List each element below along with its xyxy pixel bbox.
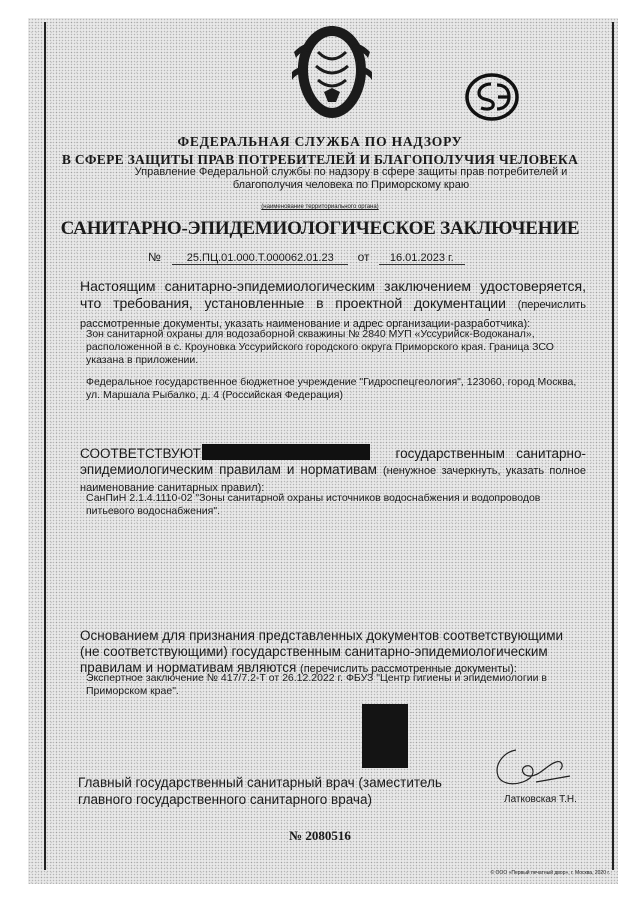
sanpin-text: СанПиН 2.1.4.1110-02 "Зоны санитарной охраны источников водоснабжения и водопроводов питьевого водоснабжения".: [86, 492, 541, 517]
serial-number: № 2080516: [289, 828, 351, 843]
printer-imprint: © ООО «Первый печатный двор», г. Москва, 2020 г.: [490, 870, 610, 876]
certificate-date: 16.01.2023 г.: [379, 252, 465, 265]
signatory-name: Латковская Т.Н.: [504, 794, 577, 805]
number-label: №: [148, 250, 161, 264]
redaction-bar: [202, 444, 370, 460]
agency-name-line1: ФЕДЕРАЛЬНАЯ СЛУЖБА ПО НАДЗОРУ: [177, 134, 463, 149]
number-line: [148, 250, 465, 265]
basis-note: (перечислить рассмотренные документы):: [300, 663, 517, 675]
se-logo-icon: [464, 72, 520, 122]
conformity-word: СООТВЕТСТВУЮТ: [80, 446, 201, 461]
emblem-icon: [284, 22, 380, 122]
expertise-text: Экспертное заключение № 417/7.2-Т от 26.12.2022 г. ФБУЗ "Центр гигиены и эпидемиологии в Приморском крае".: [86, 672, 547, 697]
document-title: САНИТАРНО-ЭПИДЕМИОЛОГИЧЕСКОЕ ЗАКЛЮЧЕНИЕ: [60, 218, 580, 239]
basis-paragraph: [80, 628, 586, 677]
signature-icon: [486, 742, 572, 792]
certificate-number: 25.ПЦ.01.000.Т.000062.01.23: [172, 252, 348, 265]
conformity-text: государственным санитарно-эпидемиологическим правилам и нормативам: [80, 446, 586, 477]
intro-note: (перечислить рассмотренные документы, указать наименование и адрес организации-разработчика):: [80, 299, 586, 330]
agency-name-line2: В СФЕРЕ ЗАЩИТЫ ПРАВ ПОТРЕБИТЕЛЕЙ И БЛАГОПОЛУЧИЯ ЧЕЛОВЕКА: [61, 152, 579, 167]
intro-text: Настоящим санитарно-эпидемиологическим заключением удостоверяется, что требования, установленные в проектной документации: [80, 278, 586, 311]
redacted-stamp: [362, 704, 408, 768]
subject-text: Зон санитарной охраны для водозаборной скважины № 2840 МУП «Уссурийск-Водоканал», расположенной в с. Кроуновка Уссурийского городского округа Приморского края. Граница ЗСО указана в приложении.: [86, 328, 554, 366]
date-label: от: [357, 250, 370, 264]
intro-paragraph: [80, 278, 586, 333]
signatory-position: Главный государственный санитарный врач (заместитель главного государственного санитарного врача): [78, 775, 442, 807]
basis-text: Основанием для признания представленных документов соответствующими (не соответствующими) государственным санитарно-эпидемиологическим правилам и нормативам являются: [80, 628, 564, 675]
office-caption: (наименование территориального органа): [261, 204, 379, 210]
developer-text: Федеральное государственное бюджетное учреждение "Гидроспецгеология", 123060, город Москва, ул. Маршала Рыбалко, д. 4 (Российская Федерация): [86, 376, 577, 401]
regional-office: Управление Федеральной службы по надзору в сфере защиты прав потребителей и благополучия человека по Приморскому краю: [134, 166, 568, 191]
conformity-note: (ненужное зачеркнуть, указать полное наименование санитарных правил):: [80, 465, 586, 494]
